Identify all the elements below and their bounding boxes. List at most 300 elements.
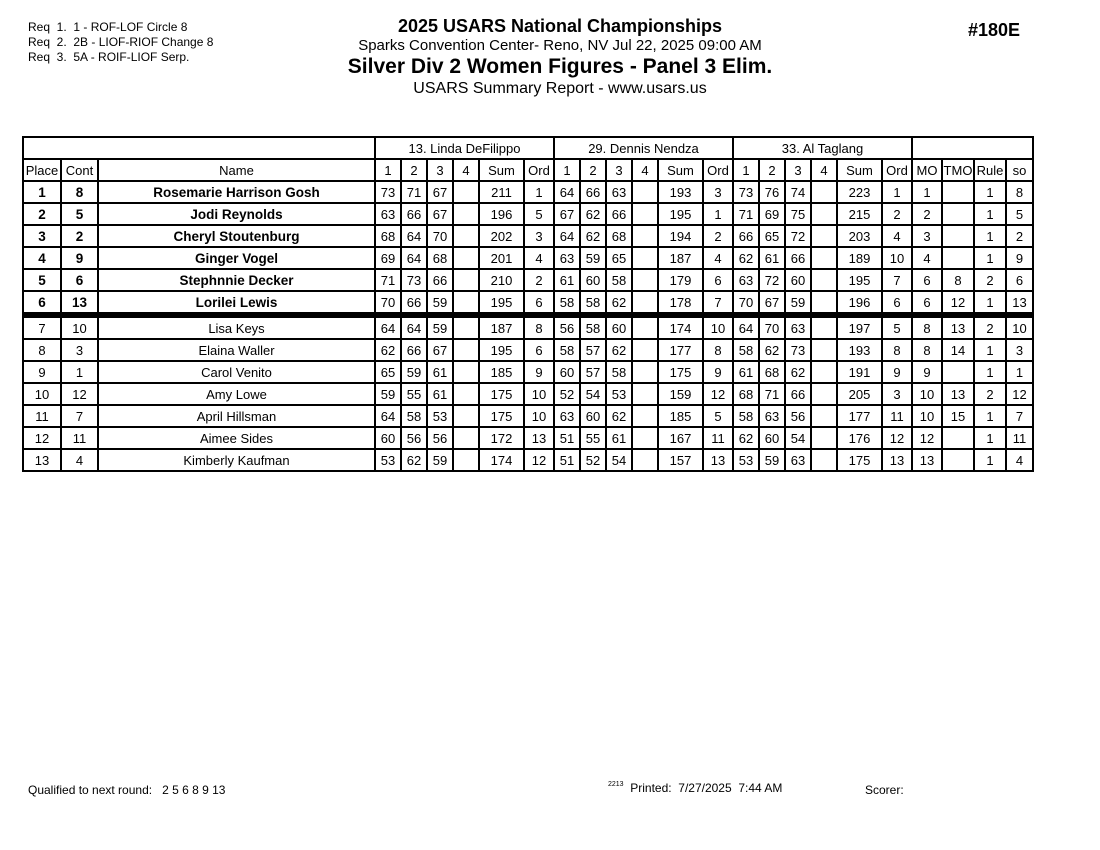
judge1-ordinal-cell: 9 [524, 361, 554, 383]
report-header [240, 16, 880, 99]
printed-timestamp: Printed: 7/27/2025 7:44 AM [630, 781, 783, 795]
header-judge3-3: 3 [785, 159, 811, 181]
contestant-number-cell: 8 [61, 181, 98, 203]
skating-order-cell: 8 [1006, 181, 1033, 203]
header-judge1-2: 2 [401, 159, 427, 181]
majority-ordinal-cell: 12 [912, 427, 942, 449]
judge1-score-cell: 67 [427, 339, 453, 361]
skater-name-cell: Jodi Reynolds [98, 203, 375, 225]
qualified-gap [152, 783, 162, 797]
results-table [22, 136, 1034, 472]
judge1-score-cell: 61 [427, 383, 453, 405]
judge3-ordinal-cell: 6 [882, 291, 912, 315]
header-judge2-sum: Sum [658, 159, 703, 181]
judge2-score-cell: 64 [554, 181, 580, 203]
majority-ordinal-cell: 3 [912, 225, 942, 247]
judge1-score-cell: 60 [375, 427, 401, 449]
judge3-score-cell: 68 [759, 361, 785, 383]
judge3-score-cell [811, 203, 837, 225]
judge1-ordinal-cell: 10 [524, 405, 554, 427]
judge1-score-cell [453, 291, 479, 315]
table-row [23, 361, 1033, 383]
report-subtitle: USARS Summary Report - www.usars.us [413, 80, 707, 97]
judge1-ordinal-cell: 6 [524, 291, 554, 315]
judge1-score-cell: 53 [427, 405, 453, 427]
judge3-score-cell [811, 383, 837, 405]
judge3-sum-cell: 189 [837, 247, 882, 269]
judges-header-row [23, 137, 1033, 159]
contestant-number-cell: 5 [61, 203, 98, 225]
header-cont: Cont [61, 159, 98, 181]
judge2-ordinal-cell: 13 [703, 449, 733, 471]
place-cell: 8 [23, 339, 61, 361]
header-rule: Rule [974, 159, 1006, 181]
judge1-score-cell: 59 [401, 361, 427, 383]
judge2-score-cell: 62 [606, 405, 632, 427]
skating-order-cell: 9 [1006, 247, 1033, 269]
requirement-1: Req 1. 1 - ROF-LOF Circle 8 [28, 20, 188, 34]
judge2-ordinal-cell: 11 [703, 427, 733, 449]
judge3-score-cell: 72 [759, 269, 785, 291]
judge2-score-cell: 62 [580, 203, 606, 225]
skater-name-cell: Kimberly Kaufman [98, 449, 375, 471]
judge2-ordinal-cell: 4 [703, 247, 733, 269]
judge-name-3: 33. Al Taglang [733, 137, 912, 159]
judge2-ordinal-cell: 10 [703, 315, 733, 339]
judge2-score-cell: 52 [580, 449, 606, 471]
venue-date-line: Sparks Convention Center- Reno, NV Jul 22, 2025 09:00 AM [358, 37, 762, 54]
header-judge3-ord: Ord [882, 159, 912, 181]
judge2-score-cell: 59 [580, 247, 606, 269]
judge2-score-cell: 56 [554, 315, 580, 339]
judge3-score-cell: 66 [785, 383, 811, 405]
judges-row-left-spacer [23, 137, 375, 159]
skating-order-cell: 13 [1006, 291, 1033, 315]
judge1-sum-cell: 175 [479, 383, 524, 405]
judge2-score-cell [632, 247, 658, 269]
judge3-score-cell: 63 [785, 315, 811, 339]
judge2-score-cell: 63 [554, 247, 580, 269]
total-majority-ordinal-cell: 13 [942, 315, 974, 339]
judge3-sum-cell: 175 [837, 449, 882, 471]
skater-name-cell: Amy Lowe [98, 383, 375, 405]
table-row [23, 203, 1033, 225]
header-judge1-3: 3 [427, 159, 453, 181]
judge2-score-cell [632, 315, 658, 339]
contestant-number-cell: 1 [61, 361, 98, 383]
judge2-score-cell: 64 [554, 225, 580, 247]
judge1-ordinal-cell: 4 [524, 247, 554, 269]
place-cell: 11 [23, 405, 61, 427]
judge1-sum-cell: 210 [479, 269, 524, 291]
judge2-score-cell: 54 [606, 449, 632, 471]
table-row [23, 339, 1033, 361]
judge1-score-cell: 58 [401, 405, 427, 427]
judge3-sum-cell: 215 [837, 203, 882, 225]
judge1-sum-cell: 196 [479, 203, 524, 225]
judge2-score-cell: 60 [554, 361, 580, 383]
skater-name-cell: Aimee Sides [98, 427, 375, 449]
judge2-score-cell: 58 [606, 361, 632, 383]
table-head [23, 137, 1033, 181]
judge2-score-cell: 53 [606, 383, 632, 405]
judge2-sum-cell: 174 [658, 315, 703, 339]
judge3-ordinal-cell: 8 [882, 339, 912, 361]
judge2-sum-cell: 185 [658, 405, 703, 427]
judge3-ordinal-cell: 1 [882, 181, 912, 203]
judge2-score-cell: 57 [580, 361, 606, 383]
judge1-score-cell: 59 [427, 315, 453, 339]
judge2-ordinal-cell: 8 [703, 339, 733, 361]
judge2-ordinal-cell: 5 [703, 405, 733, 427]
judge2-score-cell: 66 [606, 203, 632, 225]
judge3-sum-cell: 205 [837, 383, 882, 405]
rule-cell: 1 [974, 247, 1006, 269]
judge2-sum-cell: 195 [658, 203, 703, 225]
judge2-ordinal-cell: 12 [703, 383, 733, 405]
contestant-number-cell: 12 [61, 383, 98, 405]
judge1-score-cell: 61 [427, 361, 453, 383]
judge2-score-cell: 62 [606, 291, 632, 315]
judge1-score-cell [453, 361, 479, 383]
header-judge3-4: 4 [811, 159, 837, 181]
rule-cell: 1 [974, 405, 1006, 427]
column-header-row [23, 159, 1033, 181]
judge2-sum-cell: 157 [658, 449, 703, 471]
table-row [23, 449, 1033, 471]
judge2-score-cell: 65 [606, 247, 632, 269]
place-cell: 6 [23, 291, 61, 315]
total-majority-ordinal-cell [942, 181, 974, 203]
place-cell: 3 [23, 225, 61, 247]
rule-cell: 2 [974, 315, 1006, 339]
majority-ordinal-cell: 6 [912, 291, 942, 315]
header-judge3-sum: Sum [837, 159, 882, 181]
judge2-sum-cell: 193 [658, 181, 703, 203]
table-row [23, 315, 1033, 339]
skater-name-cell: April Hillsman [98, 405, 375, 427]
judge3-score-cell: 62 [733, 427, 759, 449]
majority-ordinal-cell: 8 [912, 315, 942, 339]
judge3-score-cell [811, 247, 837, 269]
skating-order-cell: 6 [1006, 269, 1033, 291]
printed-line [608, 781, 782, 795]
judge2-sum-cell: 175 [658, 361, 703, 383]
header-tmo: TMO [942, 159, 974, 181]
total-majority-ordinal-cell: 13 [942, 383, 974, 405]
judge2-score-cell: 61 [606, 427, 632, 449]
judge2-score-cell [632, 181, 658, 203]
header-judge3-1: 1 [733, 159, 759, 181]
judge1-score-cell: 59 [375, 383, 401, 405]
judge3-score-cell: 62 [733, 247, 759, 269]
header-judge1-1: 1 [375, 159, 401, 181]
table-row [23, 181, 1033, 203]
total-majority-ordinal-cell [942, 203, 974, 225]
judge3-score-cell: 60 [785, 269, 811, 291]
place-cell: 7 [23, 315, 61, 339]
header-judge2-ord: Ord [703, 159, 733, 181]
rule-cell: 1 [974, 339, 1006, 361]
judge3-sum-cell: 195 [837, 269, 882, 291]
judge3-score-cell: 66 [733, 225, 759, 247]
event-title: Silver Div 2 Women Figures - Panel 3 Elim. [347, 55, 773, 78]
header-place: Place [23, 159, 61, 181]
judge3-score-cell [811, 427, 837, 449]
judge1-score-cell: 59 [427, 291, 453, 315]
judge1-score-cell [453, 383, 479, 405]
judge3-score-cell [811, 315, 837, 339]
version-superscript: 2213 [608, 781, 624, 788]
contestant-number-cell: 10 [61, 315, 98, 339]
judge2-sum-cell: 167 [658, 427, 703, 449]
judge1-score-cell [453, 269, 479, 291]
judge1-score-cell: 64 [401, 225, 427, 247]
place-cell: 9 [23, 361, 61, 383]
place-cell: 13 [23, 449, 61, 471]
judge3-score-cell: 74 [785, 181, 811, 203]
skater-name-cell: Lisa Keys [98, 315, 375, 339]
judge1-score-cell [453, 247, 479, 269]
judges-row-right-spacer [912, 137, 1033, 159]
table-row [23, 405, 1033, 427]
table-row [23, 225, 1033, 247]
judge3-ordinal-cell: 13 [882, 449, 912, 471]
judge1-score-cell: 56 [401, 427, 427, 449]
contestant-number-cell: 9 [61, 247, 98, 269]
judge2-score-cell: 60 [580, 405, 606, 427]
judge3-sum-cell: 193 [837, 339, 882, 361]
judge2-score-cell [632, 339, 658, 361]
judge3-ordinal-cell: 4 [882, 225, 912, 247]
judge1-score-cell: 65 [375, 361, 401, 383]
judge1-score-cell [453, 405, 479, 427]
place-cell: 12 [23, 427, 61, 449]
judge3-ordinal-cell: 5 [882, 315, 912, 339]
judge2-score-cell: 68 [606, 225, 632, 247]
header-judge2-1: 1 [554, 159, 580, 181]
judge3-ordinal-cell: 9 [882, 361, 912, 383]
judge2-score-cell [632, 449, 658, 471]
judge2-score-cell: 63 [606, 181, 632, 203]
judge3-score-cell: 69 [759, 203, 785, 225]
judge2-score-cell: 54 [580, 383, 606, 405]
judge1-score-cell: 71 [375, 269, 401, 291]
judge2-score-cell: 58 [554, 339, 580, 361]
header-judge3-2: 2 [759, 159, 785, 181]
judge3-score-cell: 65 [759, 225, 785, 247]
skater-name-cell: Rosemarie Harrison Gosh [98, 181, 375, 203]
judge3-score-cell [811, 181, 837, 203]
rule-cell: 2 [974, 383, 1006, 405]
judge3-score-cell: 58 [733, 405, 759, 427]
judge2-score-cell: 66 [580, 181, 606, 203]
header-judge2-2: 2 [580, 159, 606, 181]
table-row [23, 427, 1033, 449]
header-judge1-4: 4 [453, 159, 479, 181]
judge3-score-cell [811, 225, 837, 247]
document-number: #180E [968, 20, 1021, 40]
judge2-score-cell [632, 269, 658, 291]
judge3-score-cell [811, 405, 837, 427]
judge3-ordinal-cell: 7 [882, 269, 912, 291]
judge2-score-cell: 52 [554, 383, 580, 405]
judge1-score-cell: 64 [375, 405, 401, 427]
skater-name-cell: Ginger Vogel [98, 247, 375, 269]
judge3-score-cell: 59 [785, 291, 811, 315]
judge2-sum-cell: 178 [658, 291, 703, 315]
majority-ordinal-cell: 10 [912, 405, 942, 427]
table-row [23, 247, 1033, 269]
judge3-score-cell: 62 [759, 339, 785, 361]
judge1-sum-cell: 211 [479, 181, 524, 203]
majority-ordinal-cell: 9 [912, 361, 942, 383]
judge3-score-cell: 61 [759, 247, 785, 269]
judge2-score-cell: 51 [554, 427, 580, 449]
judge1-score-cell [453, 315, 479, 339]
judge3-score-cell: 75 [785, 203, 811, 225]
judge3-score-cell: 72 [785, 225, 811, 247]
judge2-score-cell [632, 361, 658, 383]
majority-ordinal-cell: 4 [912, 247, 942, 269]
judge1-score-cell: 62 [401, 449, 427, 471]
majority-ordinal-cell: 10 [912, 383, 942, 405]
judge2-ordinal-cell: 2 [703, 225, 733, 247]
skater-name-cell: Lorilei Lewis [98, 291, 375, 315]
judge3-sum-cell: 196 [837, 291, 882, 315]
qualified-values: 2 5 6 8 9 13 [162, 783, 226, 797]
judge1-sum-cell: 174 [479, 449, 524, 471]
judge1-sum-cell: 187 [479, 315, 524, 339]
judge3-score-cell: 67 [759, 291, 785, 315]
judge3-score-cell: 73 [733, 181, 759, 203]
judge2-sum-cell: 187 [658, 247, 703, 269]
skater-name-cell: Cheryl Stoutenburg [98, 225, 375, 247]
judge2-score-cell [632, 405, 658, 427]
table-row [23, 383, 1033, 405]
judge2-score-cell [632, 427, 658, 449]
skater-name-cell: Stephnnie Decker [98, 269, 375, 291]
judge3-sum-cell: 223 [837, 181, 882, 203]
judge1-score-cell: 55 [401, 383, 427, 405]
judge2-score-cell: 55 [580, 427, 606, 449]
judge1-score-cell: 64 [401, 247, 427, 269]
table-body [23, 181, 1033, 471]
judge3-score-cell: 61 [733, 361, 759, 383]
judge2-score-cell: 60 [580, 269, 606, 291]
skating-order-cell: 2 [1006, 225, 1033, 247]
rule-cell: 1 [974, 427, 1006, 449]
contestant-number-cell: 11 [61, 427, 98, 449]
judge2-score-cell [632, 291, 658, 315]
judge2-score-cell [632, 225, 658, 247]
contestant-number-cell: 7 [61, 405, 98, 427]
judge3-score-cell [811, 339, 837, 361]
skating-order-cell: 10 [1006, 315, 1033, 339]
judge1-score-cell: 66 [401, 339, 427, 361]
place-cell: 2 [23, 203, 61, 225]
majority-ordinal-cell: 2 [912, 203, 942, 225]
judge2-score-cell: 51 [554, 449, 580, 471]
header-judge1-sum: Sum [479, 159, 524, 181]
judge1-score-cell [453, 203, 479, 225]
judge3-score-cell: 73 [785, 339, 811, 361]
rule-cell: 2 [974, 269, 1006, 291]
skater-name-cell: Carol Venito [98, 361, 375, 383]
judge3-score-cell: 68 [733, 383, 759, 405]
judge2-sum-cell: 179 [658, 269, 703, 291]
judge3-score-cell [811, 269, 837, 291]
rule-cell: 1 [974, 225, 1006, 247]
judge3-score-cell [811, 449, 837, 471]
judge3-score-cell: 62 [785, 361, 811, 383]
championship-title: 2025 USARS National Championships [397, 16, 723, 36]
contestant-number-cell: 13 [61, 291, 98, 315]
judge1-ordinal-cell: 10 [524, 383, 554, 405]
skating-order-cell: 4 [1006, 449, 1033, 471]
header-judge2-3: 3 [606, 159, 632, 181]
judge1-sum-cell: 172 [479, 427, 524, 449]
requirement-3: Req 3. 5A - ROIF-LIOF Serp. [28, 50, 190, 64]
majority-ordinal-cell: 13 [912, 449, 942, 471]
judge-name-2: 29. Dennis Nendza [554, 137, 733, 159]
judge2-ordinal-cell: 3 [703, 181, 733, 203]
judge3-score-cell: 70 [759, 315, 785, 339]
header-judge1-ord: Ord [524, 159, 554, 181]
judge1-ordinal-cell: 6 [524, 339, 554, 361]
judge1-score-cell [453, 181, 479, 203]
skater-name-cell: Elaina Waller [98, 339, 375, 361]
judge2-sum-cell: 177 [658, 339, 703, 361]
judge3-score-cell: 63 [785, 449, 811, 471]
judge2-score-cell: 58 [580, 291, 606, 315]
header-mo: MO [912, 159, 942, 181]
judge1-score-cell: 66 [401, 203, 427, 225]
judge3-score-cell: 59 [759, 449, 785, 471]
judge1-score-cell: 66 [427, 269, 453, 291]
judge1-ordinal-cell: 13 [524, 427, 554, 449]
judge1-score-cell: 69 [375, 247, 401, 269]
table-row [23, 291, 1033, 315]
judge2-score-cell: 58 [580, 315, 606, 339]
judge2-score-cell: 62 [606, 339, 632, 361]
scorer-label: Scorer: [865, 783, 904, 797]
judge1-score-cell: 67 [427, 203, 453, 225]
judge1-ordinal-cell: 5 [524, 203, 554, 225]
judge2-ordinal-cell: 9 [703, 361, 733, 383]
judge3-ordinal-cell: 2 [882, 203, 912, 225]
judge1-score-cell: 53 [375, 449, 401, 471]
judge3-score-cell: 71 [759, 383, 785, 405]
total-majority-ordinal-cell: 12 [942, 291, 974, 315]
total-majority-ordinal-cell [942, 427, 974, 449]
judge1-score-cell: 67 [427, 181, 453, 203]
majority-ordinal-cell: 8 [912, 339, 942, 361]
majority-ordinal-cell: 1 [912, 181, 942, 203]
judge1-score-cell: 64 [375, 315, 401, 339]
contestant-number-cell: 6 [61, 269, 98, 291]
judge2-ordinal-cell: 1 [703, 203, 733, 225]
judge3-score-cell: 54 [785, 427, 811, 449]
judge3-sum-cell: 203 [837, 225, 882, 247]
judge1-score-cell: 66 [401, 291, 427, 315]
judge3-score-cell [811, 291, 837, 315]
judge1-score-cell [453, 339, 479, 361]
skating-order-cell: 11 [1006, 427, 1033, 449]
judge3-score-cell: 60 [759, 427, 785, 449]
skating-order-cell: 3 [1006, 339, 1033, 361]
judge1-score-cell: 56 [427, 427, 453, 449]
